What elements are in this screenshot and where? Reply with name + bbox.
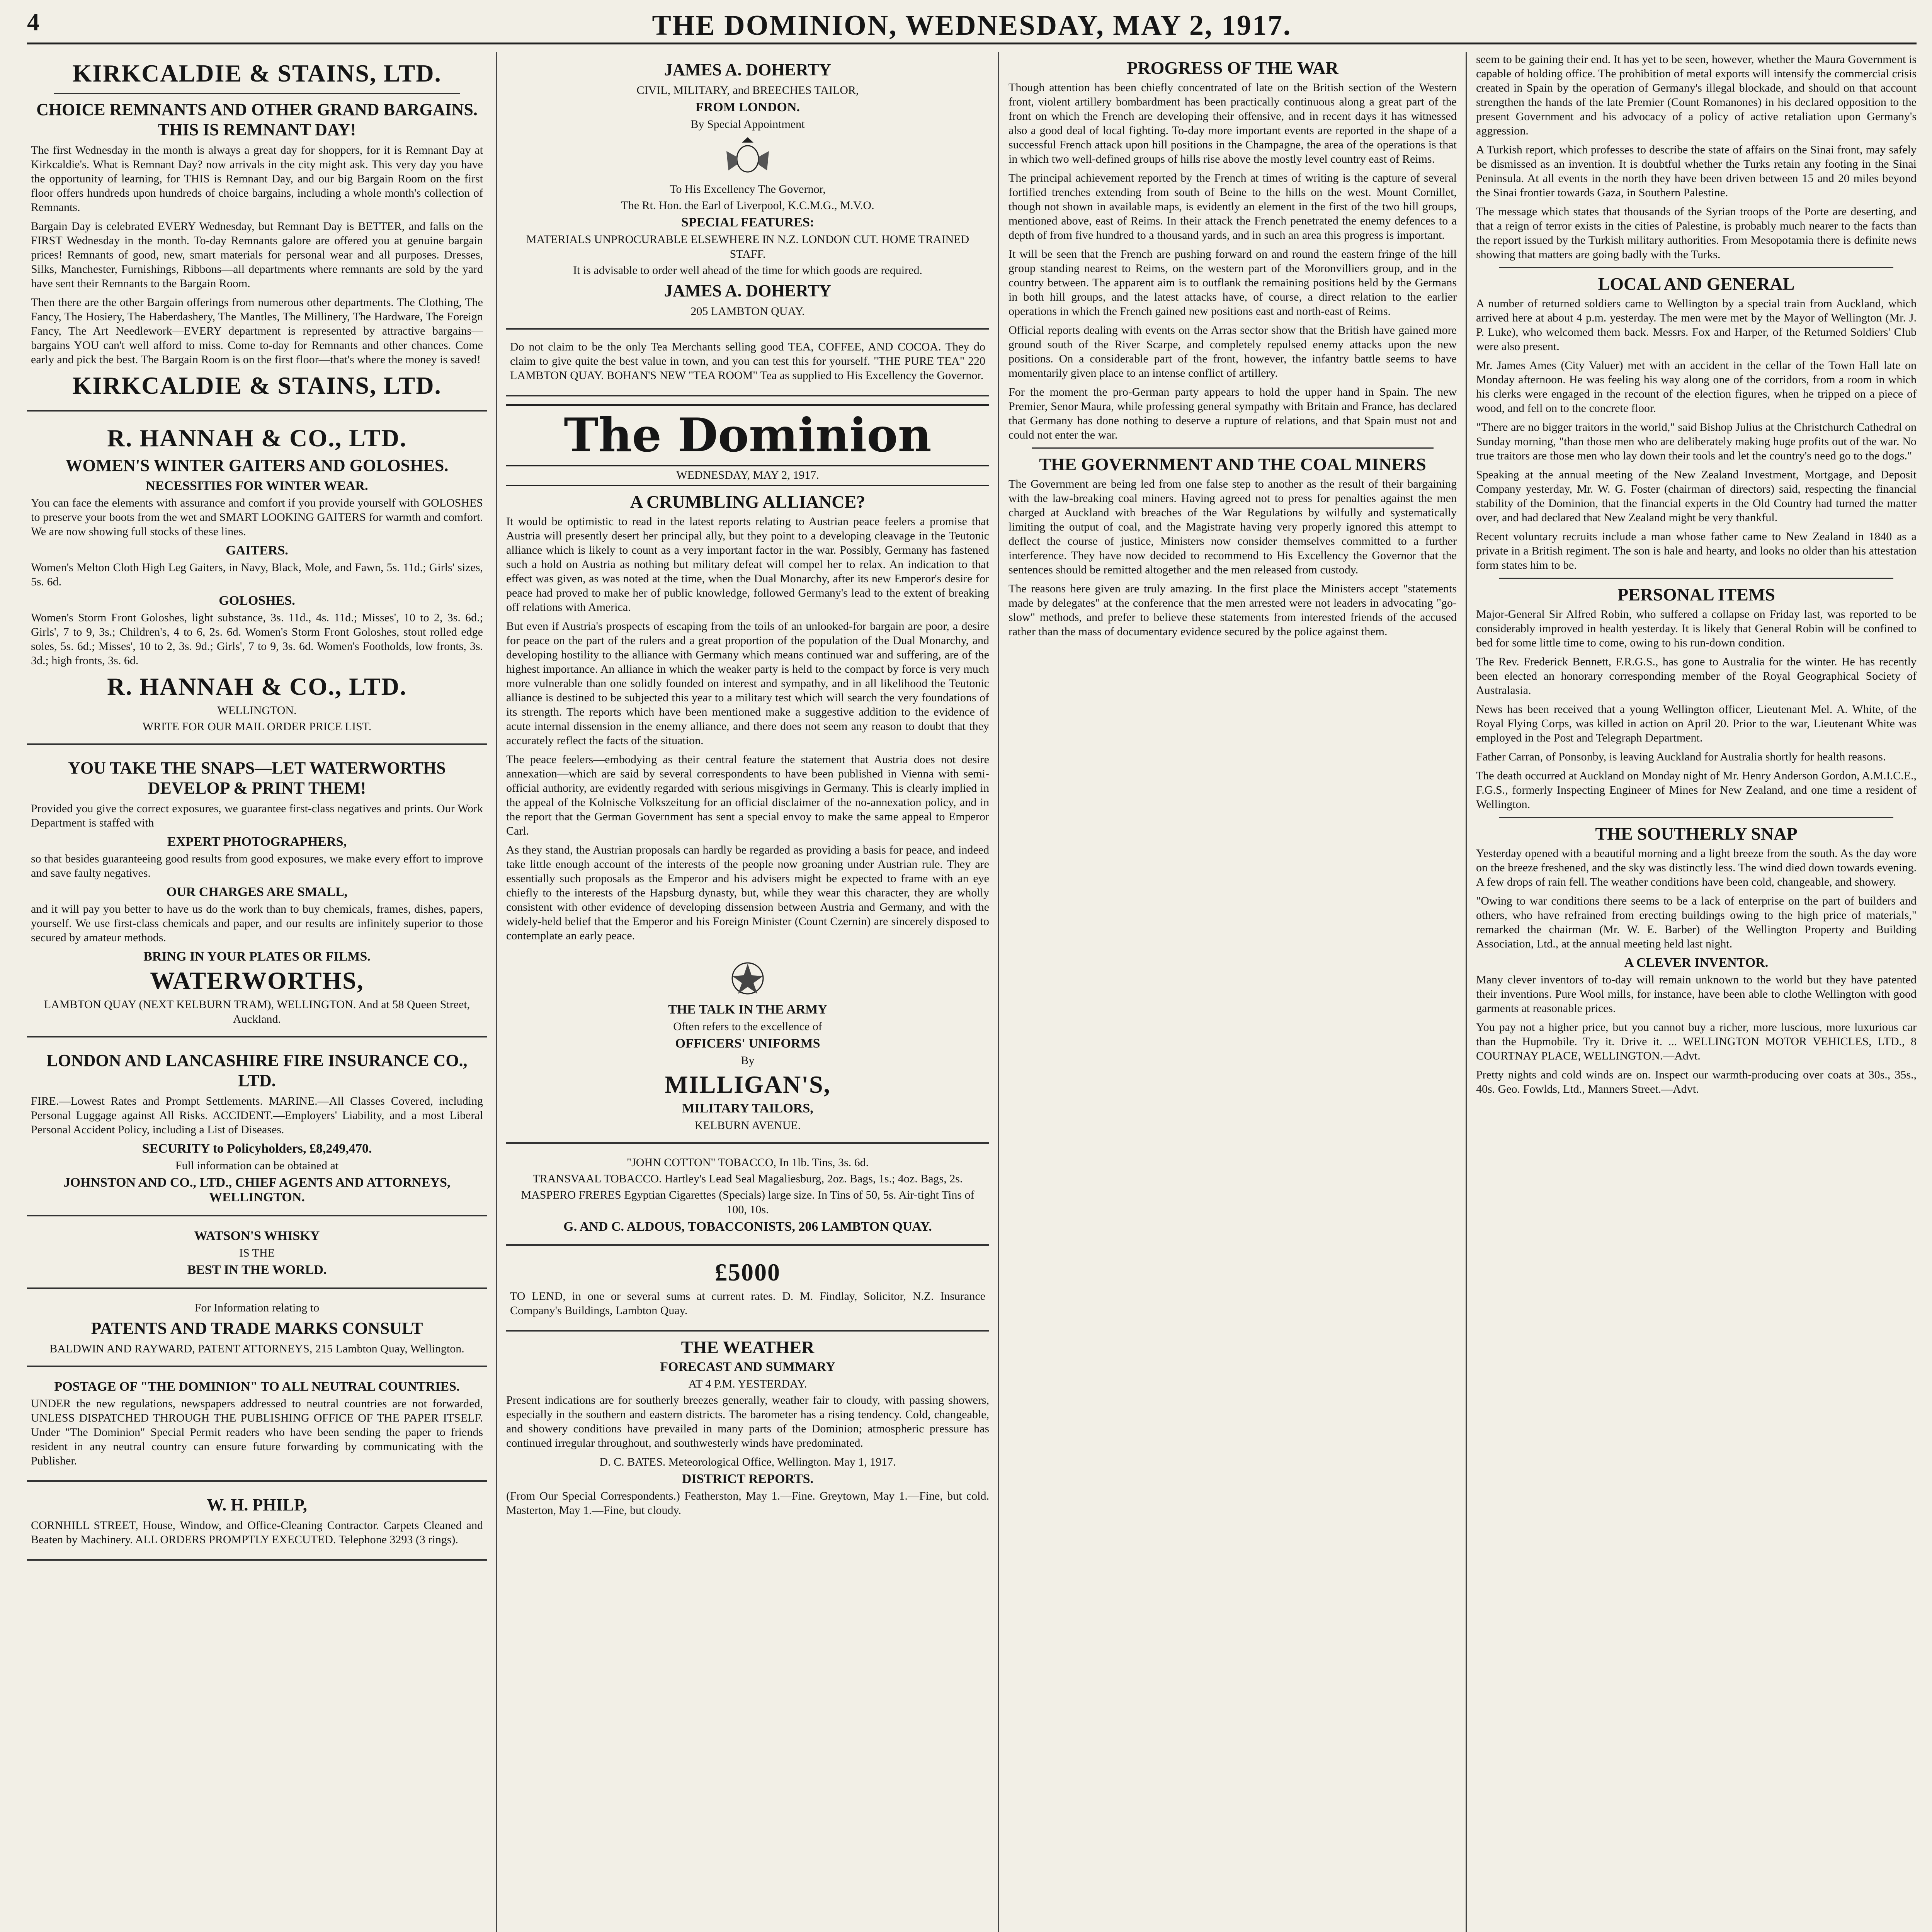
- personal-items-text: Major-General Sir Alfred Robin, who suffered a collapse on Friday last, was reported to be considerably improved in health yesterday. It is likely that General Robin will be confined to bed for some little time to come, owing to his run-down condition.: [1476, 608, 1917, 649]
- loan-amount: £5000: [715, 1259, 781, 1286]
- war-progress-text: Official reports dealing with events on the Arras sector show that the British have gained more ground south of the River Scarpe, and completely repulsed enemy attacks upon the new positions. On a considerable part of the front, however, the infantry battle seems to have momentarily given place to an intense conflict of artillery.: [1009, 324, 1457, 379]
- page-number: 4: [27, 8, 39, 36]
- local-general-text: Speaking at the annual meeting of the New Zealand Investment, Mortgage, and Deposit Company yesterday, Mr. W. G. Foster (chairman of directors) said, respecting the financial stability of the Dominion, that the financial experts in the Old Country had turned the matter over, and had declared that New Zealand might be very thankful.: [1476, 468, 1917, 524]
- waterworths-name: WATERWORTHS,: [150, 967, 364, 994]
- patents-intro: For Information relating to: [194, 1301, 320, 1314]
- southerly-snap-heading: THE SOUTHERLY SNAP: [1595, 824, 1798, 844]
- editorial-text: But even if Austria's prospects of escaping from the toils of an unlooked-for bargain are poor, a desire for peace on the part of the rulers and a great proportion of the population of the Dual Monarchy, and developing hostility to the alliance with Germany which means continued war and suffering, are of the highest importance. An alliance in which the weaker party is held to the compact by force is very much more vulnerable than one solidly founded on interest and sympathy, and in all likelihood the Teutonic alliance is destined to be subjected this year to a military test which will search the very foundations of its strength. The reports which have been mentioned make a suggestive addition to the evidence of acute internal dissension in the enemy alliance, and there does not seem any reason to doubt that they accurately reflect the facts of the situation.: [506, 620, 989, 747]
- divider: [54, 93, 460, 94]
- tea-text: Do not claim to be the only Tea Merchants selling good TEA, COFFEE, AND COCOA. They do claim to give quite the best value in town, and you can test this for yourself. "THE PURE TEA" 220 LAMBTON QUAY. BOHAN'S NEW "TEA ROOM" Tea as supplied to His Excellency the Governor.: [510, 340, 985, 382]
- district-reports-text: (From Our Special Correspondents.) Featherston, May 1.—Fine. Greytown, May 1.—Fine, but cold. Masterton, May 1.—Fine, but cloudy.: [506, 1490, 989, 1517]
- divider: [1032, 447, 1434, 449]
- postage-heading: POSTAGE OF "THE DOMINION" TO ALL NEUTRAL COUNTRIES.: [54, 1379, 460, 1394]
- newspaper-nameplate: The Dominion: [506, 404, 989, 466]
- doherty-to: To His Excellency The Governor,: [670, 183, 826, 196]
- watsons-whisky-advert: [27, 1222, 487, 1289]
- kirkcaldie-title: KIRKCALDIE & STAINS, LTD.: [72, 60, 442, 87]
- weather-text: Present indications are for southerly breezes generally, weather fair to cloudy, with passing showers, especially in the southern and eastern districts. The barometer has a rising tendency. Cold, changeable, and showery conditions have prevailed in many parts of the Dominion; atmospheric pressure has continued irregular throughout, and southwesterly winds have predominated.: [506, 1394, 989, 1449]
- column-rule: [998, 52, 999, 1932]
- hannah-subhead: NECESSITIES FOR WINTER WEAR.: [146, 479, 368, 493]
- weather-subheading: FORECAST AND SUMMARY: [660, 1360, 835, 1374]
- editorial-text: It would be optimistic to read in the latest reports relating to Austrian peace feelers a promise that Austria will presently desert her principal ally, but they point to a developing cleavage in the Teutonic alliance which is likely to count as a very important factor in the war. Possibly, Germany has fastened such a hold on Austria as nothing but military defeat will compel her to relax. An indication to that effect was given, as was noted at the time, when the Dual Monarchy, after its new Emperor's desire for peace had proved to make her of public knowledge, followed Germany's lead to the extent of breaking off relations with America.: [506, 515, 989, 614]
- gaiters-heading: GAITERS.: [226, 543, 288, 558]
- personal-items-text: News has been received that a young Wellington officer, Lieutenant Mel. A. White, of the Royal Flying Corps, was killed in action on April 20. Prior to the war, Lieutenant White was employed in the Post and Telegraph Department.: [1476, 703, 1917, 744]
- weather-heading: THE WEATHER: [681, 1337, 815, 1357]
- watsons-line: IS THE: [239, 1247, 275, 1259]
- war-progress-text: The principal achievement reported by the French at times of writing is the capture of several fortified trenches extending from south of Beine to the hills on the west. Mount Cornillet, though not shown in available maps, is evidently an element in the first of the two hill groups, mentioned above, east of Reims. In their attack the French penetrated the enemy defences to a depth of from five hundred to a thousand yards, and in such an area this progress is important.: [1009, 172, 1457, 242]
- loan-text: TO LEND, in one or several sums at current rates. D. M. Findlay, Solicitor, N.Z. Insurance Company's Buildings, Lambton Quay.: [510, 1290, 985, 1317]
- talk-heading: THE TALK IN THE ARMY: [668, 1002, 827, 1017]
- doherty-address: 205 LAMBTON QUAY.: [690, 305, 805, 318]
- war-progress-continued: The message which states that thousands of the Syrian troops of the Porte are deserting, and that a reign of terror exists in the cities of Palestine, is probably much nearer to the facts than the report issued by the Turkish military authorities. From Mesopotamia there is definite news showing that matters are going badly with the Turks.: [1476, 205, 1917, 261]
- fowlds-advert-text: Pretty nights and cold winds are on. Inspect our warmth-producing over coats at 30s., 35s., 40s. Geo. Fowlds, Ltd., Manners Street.—Advt.: [1476, 1068, 1917, 1095]
- divider: [1499, 578, 1893, 579]
- personal-items-heading: PERSONAL ITEMS: [1617, 585, 1775, 604]
- doherty-advert: [506, 52, 989, 330]
- war-progress-continued: A Turkish report, which professes to describe the state of affairs on the Sinai front, may safely be dismissed as an invention. It is doubtful whether the Turks retain any footing in the Sinai Peninsula. At all events in the north they have been driven between 15 and 20 miles beyond the Sinai frontier towards Gaza, in Southern Palestine.: [1476, 143, 1917, 199]
- milligan-name: MILLIGAN'S,: [665, 1071, 831, 1098]
- column-3: [1009, 52, 1457, 1932]
- london-lancashire-security: SECURITY to Policyholders, £8,249,470.: [142, 1141, 372, 1156]
- weather-signature: D. C. BATES. Meteorological Office, Wellington. May 1, 1917.: [599, 1456, 896, 1468]
- local-general-text: "There are no bigger traitors in the world," said Bishop Julius at the Christchurch Cathedral on Sunday morning, "than those men who are deliberately making huge profits out of the war. No true traitors are those men who lay down their tools and let the country's need go to the dogs.": [1476, 421, 1917, 462]
- patents-firm: BALDWIN AND RAYWARD, PATENT ATTORNEYS, 215 Lambton Quay, Wellington.: [49, 1342, 464, 1355]
- watsons-line: BEST IN THE WORLD.: [187, 1263, 327, 1277]
- doherty-from: FROM LONDON.: [695, 100, 800, 114]
- waterworths-bring: BRING IN YOUR PLATES OR FILMS.: [143, 949, 371, 964]
- column-rule: [1466, 52, 1467, 1932]
- talk-text: Often refers to the excellence of: [673, 1020, 822, 1033]
- divider: [1499, 817, 1893, 818]
- issue-date: WEDNESDAY, MAY 2, 1917.: [506, 469, 989, 486]
- waterworths-address: LAMBTON QUAY (NEXT KELBURN TRAM), WELLINGTON. And at 58 Queen Street, Auckland.: [44, 998, 470, 1026]
- loan-advert: [506, 1251, 989, 1332]
- coal-miners-heading: THE GOVERNMENT AND THE COAL MINERS: [1039, 454, 1426, 474]
- kirkcaldie-headline: CHOICE REMNANTS AND OTHER GRAND BARGAINS. THIS IS REMNANT DAY!: [36, 100, 478, 139]
- war-progress-text: It will be seen that the French are pushing forward on and round the eastern fringe of the hill group standing nearest to Reims, on the western part of the Moronvilliers group, and in the country between. The apparent aim is to outflank the remaining positions held by the Germans in both hill groups, and the latest attacks have, of course, a direct relation to the earlier operations in which the French gained new positions east and north-east of Reims.: [1009, 248, 1457, 318]
- editorial-heading: A CRUMBLING ALLIANCE?: [630, 492, 866, 512]
- war-progress-text: For the moment the pro-German party appears to hold the upper hand in Spain. The new Premier, Senor Maura, while professing general sympathy with Britain and France, has declared that Germany has done nothing to deserve a rupture of relations, and that Spain must not and could not enter the war.: [1009, 386, 1457, 441]
- goloshes-heading: GOLOSHES.: [219, 594, 295, 608]
- kirkcaldie-text: Then there are the other Bargain offerings from numerous other departments. The Clothing, The Fancy, The Hosiery, The Haberdashery, The Mantles, The Millinery, The Hardware, The Foreign Fancy, The Art Needlework—EVERY department is represented by attractive bargains—bargains YOU can't well afford to miss. Come to-day for Remnants and other chances. Come early and pick the best. The Bargain Room is on the first floor—that's where the money is saved!: [31, 296, 483, 366]
- philp-name: W. H. PHILP,: [207, 1495, 307, 1514]
- column-4: [1476, 52, 1917, 1932]
- london-lancashire-agents: JOHNSTON AND CO., LTD., CHIEF AGENTS AND ATTORNEYS, WELLINGTON.: [63, 1175, 451, 1204]
- personal-items-text: The death occurred at Auckland on Monday night of Mr. Henry Anderson Gordon, A.M.I.C.E., F.G.S., formerly Inspecting Engineer of Mines for New Zealand, and one time a resident of Wellington.: [1476, 769, 1917, 811]
- waterworths-text: Provided you give the correct exposures, we guarantee first-class negatives and prints. Our Work Department is staffed with: [31, 802, 483, 829]
- doherty-name: JAMES A. DOHERTY: [664, 60, 832, 79]
- inventor-text: Many clever inventors of to-day will remain unknown to the world but they have patented their inventions. Pure Wool mills, for instance, have been able to clothe Wellington with good garments at reasonable prices.: [1476, 973, 1917, 1015]
- tobacco-item: MASPERO FRERES Egyptian Cigarettes (Specials) large size. In Tins of 50, 5s. Air-tight Tins of 100, 10s.: [521, 1189, 975, 1216]
- aldous-tobacco-advert: [506, 1149, 989, 1246]
- doherty-features: MATERIALS UNPROCURABLE ELSEWHERE IN N.Z. LONDON CUT. HOME TRAINED STAFF.: [526, 233, 969, 260]
- editorial-text: As they stand, the Austrian proposals can hardly be regarded as providing a basis for peace, and indeed take little enough account of the interests of the people now groaning under Austrian rule. They are essentially such proposals as the Emperor and his advisers might be expected to frame with an eye chiefly to the interests of the Hapsburg dynasty, but, while they wear this character, they are wholly consistent with other evidence of developing dissension between Austria and Germany, and with the widely-held belief that the Emperor and his Foreign Minister (Count Czernin) are sincerely disposed to contemplate an early peace.: [506, 844, 989, 942]
- personal-items-text: Father Carran, of Ponsonby, is leaving Auckland for Australia shortly for health reasons.: [1476, 750, 1886, 763]
- military-crest-icon: [719, 956, 777, 998]
- doherty-earl: The Rt. Hon. the Earl of Liverpool, K.C.M.G., M.V.O.: [621, 199, 874, 212]
- tea-advert: [506, 335, 989, 396]
- doherty-advice: It is advisable to order well ahead of the time for which goods are required.: [573, 264, 922, 277]
- coal-miners-text: The Government are being led from one false step to another as the result of their bargaining with the law-breaking coal miners. Having agreed not to press for penalties against the men charged at Auckland with breaches of the War Regulations by wilfully and systematically limiting the output of coal, and the Magistrate having very properly ignored this attempt to deflect the course of justice, Ministers now consider themselves committed to a further interference. They have now decided to recommend to His Excellency the Governor that the sentences should be remitted altogether and the men released from custody.: [1009, 478, 1457, 576]
- editorial-text: The peace feelers—embodying as their central feature the statement that Austria does not desire annexation—which are said by several correspondents to have been published in Vienna with semi-official authority, are evidently regarded with serious misgivings in Germany. This is clearly implied in the appeal of the Kolnische Volkszeitung for an official disclaimer of the no-annexation policy, and in the report that the German Government has sent a special envoy to make the same appeal to Emperor Carl.: [506, 753, 989, 837]
- hannah-advert: [27, 417, 487, 745]
- hannah-town: WELLINGTON.: [217, 704, 297, 717]
- royal-crest-icon: [719, 136, 777, 178]
- hannah-headline: WOMEN'S WINTER GAITERS AND GOLOSHES.: [65, 456, 449, 475]
- london-lancashire-title: LONDON AND LANCASHIRE FIRE INSURANCE CO., LTD.: [46, 1051, 468, 1090]
- kirkcaldie-text: Bargain Day is celebrated EVERY Wednesday, but Remnant Day is BETTER, and falls on the FIRST Wednesday in the month. To-day Remnants galore are offered you at genuine bargain prices! Remnants of good, new, smart materials for personal wear and all purposes. Dresses, Silks, Manchester, Furnishings, Ribbons—all departments where remnants are sold by the yard have sent their Remnants to the Bargain Room.: [31, 220, 483, 290]
- waterworths-expert: EXPERT PHOTOGRAPHERS,: [167, 835, 347, 849]
- goloshes-text: Women's Storm Front Goloshes, light substance, 3s. 11d., 4s. 11d.; Misses', 10 to 2, 3s. 6d.; Girls', 7 to 9, 3s.; Children's, 4 to 6, 2s. 6d. Women's Storm Front Goloshes, stout rolled edge soles, 5s. 6d.; Misses', 10 to 2, 3s. 9d.; Girls', 7 to 9, 3s. 6d. Women's Footholds, low fronts, 3s. 3d.; high fronts, 3s. 6d.: [31, 611, 483, 667]
- weather-time: AT 4 P.M. YESTERDAY.: [688, 1378, 807, 1390]
- local-general-text: Recent voluntary recruits include a man whose father came to New Zealand in 1840 as a private in a British regiment. The son is hale and hearty, and looks no older than his attestation form states him to be.: [1476, 530, 1917, 571]
- waterworths-text: so that besides guaranteeing good results from good exposures, we make every effort to improve and save faulty negatives.: [31, 852, 483, 879]
- motor-advert-text: You pay not a higher price, but you cannot buy a richer, more luscious, more luxurious car than the Hupmobile. Try it. Drive it. ... WELLINGTON MOTOR VEHICLES, LTD., 8 COURTNAY PLACE, WELLINGTON.—Advt.: [1476, 1021, 1917, 1062]
- milligan-advert: [506, 947, 989, 1144]
- talk-uniforms: OFFICERS' UNIFORMS: [675, 1036, 820, 1051]
- talk-by: By: [741, 1054, 755, 1067]
- personal-items-text: The Rev. Frederick Bennett, F.R.G.S., has gone to Australia for the winter. He has recently been elected an honorary corresponding member of the Royal Geographical Society of Australasia.: [1476, 655, 1917, 697]
- local-general-text: A number of returned soldiers came to Wellington by a special train from Auckland, which arrived here at about 4 p.m. yesterday. The men were met by the Mayor of Wellington (Mr. J. P. Luke), who welcomed them back. Messrs. Fox and Harper, of the Returned Soldiers' Club were also present.: [1476, 297, 1917, 353]
- district-reports-heading: DISTRICT REPORTS.: [682, 1472, 814, 1486]
- milligan-address: KELBURN AVENUE.: [694, 1119, 801, 1132]
- column-2: [506, 52, 989, 1932]
- hannah-mail-order: WRITE FOR OUR MAIL ORDER PRICE LIST.: [142, 720, 372, 733]
- local-general-text: Mr. James Ames (City Valuer) met with an accident in the cellar of the Town Hall late on Monday afternoon. He was feeling his way along one of the corridors, from a room in which his clerks were engaged in the recount of the election figures, when he tripped on a piece of wood, and fell on to the concrete floor.: [1476, 359, 1917, 415]
- column-rule: [496, 52, 497, 1932]
- philp-text: CORNHILL STREET, House, Window, and Office-Cleaning Contractor. Carpets Cleaned and Beaten by Machinery. ALL ORDERS PROMPTLY EXECUTED. Telephone 3293 (3 rings).: [31, 1519, 483, 1546]
- waterworths-headline: YOU TAKE THE SNAPS—LET WATERWORTHS DEVELOP & PRINT THEM!: [68, 759, 446, 798]
- doherty-features-heading: SPECIAL FEATURES:: [681, 215, 815, 230]
- coal-miners-text: The reasons here given are truly amazing. In the first place the Ministers accept "statements made by delegates" at the conference that the men arrested were not leaders in advocating "go-slow" methods, and prefer to believe these statements from interested friends of the accused rather than the mass of documentary evidence secured by the police against them.: [1009, 582, 1457, 638]
- patents-heading: PATENTS AND TRADE MARKS CONSULT: [91, 1319, 423, 1338]
- kirkcaldie-footer: KIRKCALDIE & STAINS, LTD.: [72, 372, 442, 399]
- column-1-ads: [27, 52, 487, 1932]
- hannah-title: R. HANNAH & CO., LTD.: [107, 424, 407, 452]
- waterworths-text: and it will pay you better to have us do the work than to buy chemicals, frames, dishes, papers, yourself. We use first-class chemicals and paper, and our results are infinitely superior to those secured by amateur methods.: [31, 903, 483, 944]
- kirkcaldie-text: The first Wednesday in the month is always a great day for shoppers, for it is Remnant Day at Kirkcaldie's. What is Remnant Day? now arrivals in the city might ask. This very day you have the opportunity of learning, for THIS is Remnant Day, and our big Bargain Room on the first floor offers hundreds upon hundreds of choice bargains, including a whole month's collection of Remnants.: [31, 144, 483, 214]
- london-lancashire-advert: [27, 1043, 487, 1216]
- patents-advert: [27, 1294, 487, 1367]
- war-progress-heading: PROGRESS OF THE WAR: [1127, 58, 1338, 78]
- war-progress-continued: seem to be gaining their end. It has yet to be seen, however, whether the Maura Government is capable of holding office. The prohibition of metal exports will intensify the commercial crisis created in Spain by the operation of Germany's illegal blockade, and should on that account strengthen the hands of the late Premier (Count Romanones) in his declared opposition to the present Government and his advocacy of a policy of active retaliation upon Germany's aggression.: [1476, 53, 1917, 137]
- doherty-name: JAMES A. DOHERTY: [664, 281, 832, 300]
- milligan-trade: MILITARY TAILORS,: [682, 1101, 813, 1116]
- southerly-snap-text: "Owing to war conditions there seems to be a lack of enterprise on the part of builders and others, who have refrained from erecting buildings owing to the high price of materials," remarked the chairman (Mr. W. E. Barber) of the Wellington Property and Building Association, Ltd., at the annual meeting held last night.: [1476, 895, 1917, 950]
- philp-advert: [27, 1487, 487, 1561]
- gaiters-text: Women's Melton Cloth High Leg Gaiters, in Navy, Black, Mole, and Fawn, 5s. 11d.; Girls' sizes, 5s. 6d.: [31, 561, 483, 588]
- kirkcaldie-advert: [27, 52, 487, 412]
- hannah-text: You can face the elements with assurance and comfort if you provide yourself with GOLOSHES to preserve your boots from the wet and SMART LOOKING GAITERS for warmth and comfort. We are now showing full stocks of these lines.: [31, 497, 483, 538]
- doherty-trade: CIVIL, MILITARY, and BREECHES TAILOR,: [636, 84, 859, 97]
- southerly-snap-text: Yesterday opened with a beautiful morning and a light breeze from the south. As the day wore on the breeze freshened, and the sky was distinctly less. The wind died down towards evening. A few drops of rain fell. The weather conditions have been cold, changeable, and showery.: [1476, 847, 1917, 888]
- divider: [1499, 267, 1893, 268]
- london-lancashire-info: Full information can be obtained at: [175, 1159, 339, 1172]
- waterworths-advert: [27, 750, 487, 1037]
- hannah-footer: R. HANNAH & CO., LTD.: [107, 673, 407, 700]
- local-general-heading: LOCAL AND GENERAL: [1598, 274, 1795, 294]
- watsons-line: WATSON'S WHISKY: [194, 1229, 320, 1243]
- postage-text: UNDER the new regulations, newspapers addressed to neutral countries are not forwarded, UNLESS DISPATCHED THROUGH THE PUBLISHING OFFICE OF THE PAPER ITSELF. Under "The Dominion" Special Permit readers who have been sending the paper to friends resident in any neutral country can ensure future forwarding by communicating with the Publisher.: [31, 1397, 483, 1467]
- doherty-appointment: By Special Appointment: [690, 118, 805, 131]
- inventor-heading: A CLEVER INVENTOR.: [1624, 956, 1769, 970]
- newspaper-running-title: THE DOMINION, WEDNESDAY, MAY 2, 1917.: [652, 10, 1292, 41]
- tobacco-item: "JOHN COTTON" TOBACCO, In 1lb. Tins, 3s. 6d.: [626, 1156, 869, 1169]
- masthead: [27, 8, 1917, 44]
- war-progress-text: Though attention has been chiefly concentrated of late on the British section of the Western front, violent artillery bombardment has been practically continuous along a great part of the front on which the French are developing their offensive, and in recent days it has witnessed also a good deal of local fighting. To-day more important events are reported in the shape of a successful French attack upon hill positions in the Champagne, the area of the operations is that in which two well-defined groups of hills rise above the mostly level country east of Reims.: [1009, 81, 1457, 165]
- waterworths-charges: OUR CHARGES ARE SMALL,: [166, 885, 348, 899]
- tobacco-item: TRANSVAAL TOBACCO. Hartley's Lead Seal Magaliesburg, 2oz. Bags, 1s.; 4oz. Bags, 2s.: [532, 1172, 963, 1185]
- aldous-name: G. AND C. ALDOUS, TOBACCONISTS, 206 LAMBTON QUAY.: [563, 1219, 932, 1234]
- london-lancashire-text: FIRE.—Lowest Rates and Prompt Settlements. MARINE.—All Classes Covered, including Personal Luggage against All Risks. ACCIDENT.—Employers' Liability, and a most Liberal Personal Accident Policy, including a List of Diseases.: [31, 1095, 483, 1136]
- postage-notice: [27, 1372, 487, 1482]
